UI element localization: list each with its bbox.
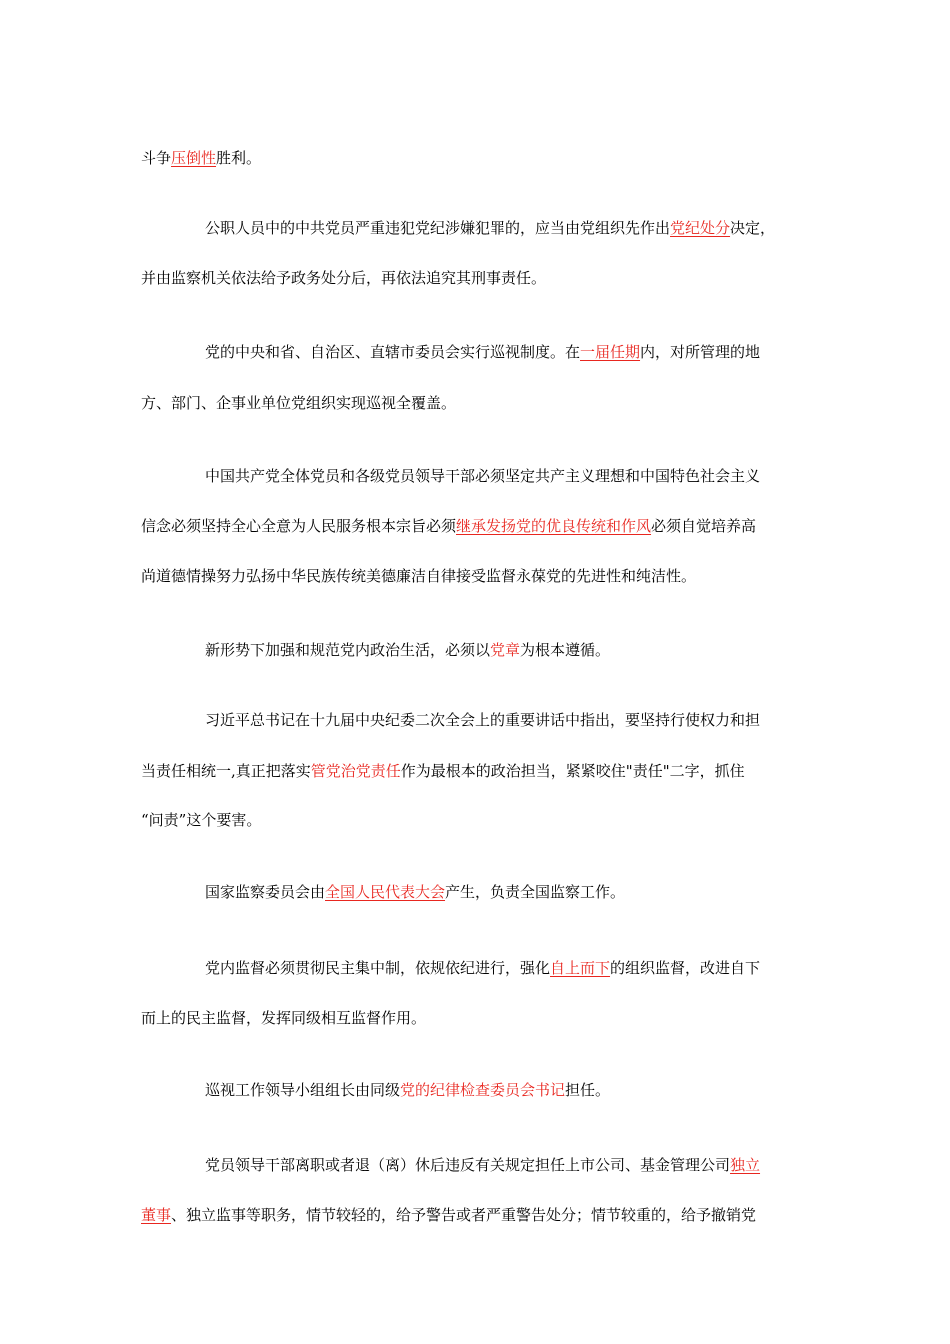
highlighted-term: 党章 (490, 641, 521, 659)
highlighted-term: 继承发扬党的优良传统和作风 (456, 517, 652, 535)
text-line (0, 640, 950, 660)
text-segment: 并由监察机关依法给予政务处分后，再依法追究其刑事责任。 (141, 269, 547, 287)
text-segment: 巡视工作领导小组组长由同级 (205, 1081, 401, 1099)
text-line (0, 882, 950, 902)
highlighted-term: 党纪处分 (670, 219, 731, 237)
text-line (0, 958, 950, 978)
text-segment: 担任。 (565, 1081, 611, 1099)
text-segment: 必须自觉培养高 (651, 517, 757, 535)
highlighted-term: 压倒性 (171, 149, 217, 167)
text-line (0, 268, 950, 288)
text-segment: 作为最根本的政治担当，紧紧咬住"责任"二字，抓住 (400, 762, 745, 780)
text-line (0, 1155, 950, 1175)
text-segment: 决定， (730, 219, 776, 237)
text-segment: 斗争 (141, 149, 172, 167)
text-line (0, 148, 950, 168)
text-segment: 的组织监督，改进自下 (610, 959, 761, 977)
text-segment: 习近平总书记在十九届中央纪委二次全会上的重要讲话中指出，要坚持行使权力和担 (205, 711, 761, 729)
highlighted-term: 全国人民代表大会 (325, 883, 446, 901)
text-segment: 方、部门、企事业单位党组织实现巡视全覆盖。 (141, 394, 457, 412)
highlighted-term: 党的纪律检查委员会书记 (400, 1081, 566, 1099)
text-segment: 产生，负责全国监察工作。 (445, 883, 626, 901)
text-line (0, 466, 950, 486)
text-segment: 而上的民主监督，发挥同级相互监督作用。 (141, 1009, 427, 1027)
text-line (0, 1008, 950, 1028)
text-line (0, 1080, 950, 1100)
text-line (0, 710, 950, 730)
text-segment: 党内监督必须贯彻民主集中制，依规依纪进行，强化 (205, 959, 551, 977)
text-line (0, 342, 950, 362)
text-segment: 内，对所管理的地 (640, 343, 761, 361)
text-line (0, 810, 950, 830)
text-segment: “问责”这个要害。 (141, 811, 262, 829)
text-line (0, 1205, 950, 1225)
text-segment: 信念必须坚持全心全意为人民服务根本宗旨必须 (141, 517, 457, 535)
text-segment: 党的中央和省、自治区、直辖市委员会实行巡视制度。在 (205, 343, 581, 361)
text-segment: 为根本遵循。 (520, 641, 611, 659)
highlighted-term: 董事 (141, 1206, 172, 1224)
text-segment: 新形势下加强和规范党内政治生活，必须以 (205, 641, 491, 659)
text-line (0, 393, 950, 413)
text-line (0, 516, 950, 536)
text-line (0, 218, 950, 238)
highlighted-term: 自上而下 (550, 959, 611, 977)
text-segment: 国家监察委员会由 (205, 883, 326, 901)
text-segment: 、独立监事等职务，情节较轻的，给予警告或者严重警告处分；情节较重的，给予撤销党 (171, 1206, 757, 1224)
text-segment: 当责任相统一,真正把落实 (141, 762, 311, 780)
highlighted-term: 管党治党责任 (310, 762, 401, 780)
highlighted-term: 独立 (730, 1156, 761, 1174)
text-segment: 党员领导干部离职或者退（离）休后违反有关规定担任上市公司、基金管理公司 (205, 1156, 731, 1174)
text-segment: 胜利。 (216, 149, 262, 167)
text-segment: 中国共产党全体党员和各级党员领导干部必须坚定共产主义理想和中国特色社会主义 (205, 467, 761, 485)
text-line (0, 761, 950, 781)
text-segment: 公职人员中的中共党员严重违犯党纪涉嫌犯罪的，应当由党组织先作出 (205, 219, 671, 237)
text-line (0, 566, 950, 586)
text-segment: 尚道德情操努力弘扬中华民族传统美德廉洁自律接受监督永葆党的先进性和纯洁性。 (141, 567, 697, 585)
highlighted-term: 一届任期 (580, 343, 641, 361)
